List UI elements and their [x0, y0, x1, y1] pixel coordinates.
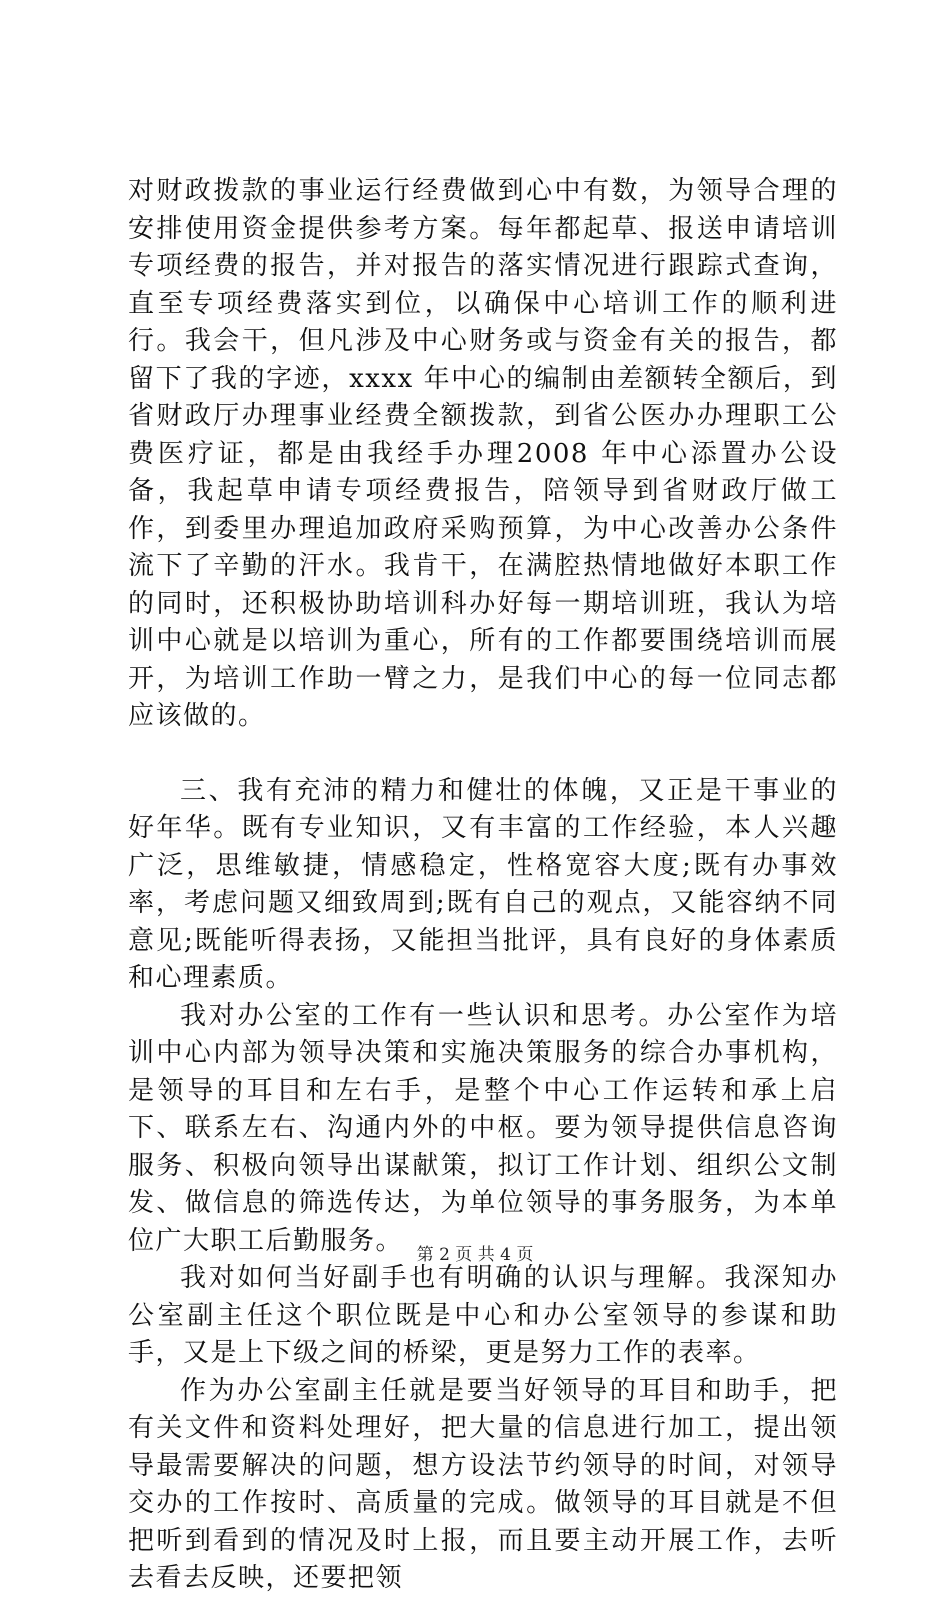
paragraph-finance-duties: 对财政拨款的事业运行经费做到心中有数，为领导合理的安排使用资金提供参考方案。每年都起草、报送申请培训专项经费的报告，并对报告的落实情况进行跟踪式查询，直至专项经费落实到位，以确保中心培训工作的顺利进行。我会干，但凡涉及中心财务或与资金有关的报告，都留下了我的字迹，xxxx 年中心的编制由差额转全额后，到省财政厅办理事业经费全额拨款，到省公医办办理职工公费医疗证，都是由我经手办理2008 年中心添置办公设备，我起草申请专项经费报告，陪领导到省财政厅做工作，到委里办理追加政府采购预算，为中心改善办公条件流下了辛勤的汗水。我肯干，在满腔热情地做好本职工作的同时，还积极协助培训科办好每一期培训班，我认为培训中心就是以培训为重心，所有的工作都要围绕培训而展开，为培训工作助一臂之力，是我们中心的每一位同志都应该做的。: [128, 176, 838, 731]
document-body: [128, 173, 838, 1598]
paragraph-deputy-duties: 作为办公室副主任就是要当好领导的耳目和助手，把有关文件和资料处理好，把大量的信息进行加工，提出领导最需要解决的问题，想方设法节约领导的时间，对领导交办的工作按时、高质量的完成。做领导的耳目就是不但把听到看到的情况及时上报，而且要主动开展工作，去听去看去反映，还要把领: [128, 1375, 838, 1593]
paragraph-deputy-role: 我对如何当好副手也有明确的认识与理解。我深知办公室副主任这个职位既是中心和办公室领导的参谋和助手，又是上下级之间的桥梁，更是努力工作的表率。: [128, 1263, 838, 1368]
paragraph-office-understanding: 我对办公室的工作有一些认识和思考。办公室作为培训中心内部为领导决策和实施决策服务的综合办事机构，是领导的耳目和左右手，是整个中心工作运转和承上启下、联系左右、沟通内外的中枢。要为领导提供信息咨询服务、积极向领导出谋献策，拟订工作计划、组织公文制发、做信息的筛选传达，为单位领导的事务服务，为本单位广大职工后勤服务。: [128, 1000, 838, 1256]
paragraph-personal-qualities: 三、我有充沛的精力和健壮的体魄，又正是干事业的好年华。既有专业知识，又有丰富的工作经验，本人兴趣广泛，思维敏捷，情感稳定，性格宽容大度;既有办事效率，考虑问题又细致周到;既有自己的观点，又能容纳不同意见;既能听得表扬，又能担当批评，具有良好的身体素质和心理素质。: [128, 775, 838, 993]
paragraph-spacer: [128, 736, 838, 773]
page-number-footer: 第 2 页 共 4 页: [416, 1245, 534, 1265]
